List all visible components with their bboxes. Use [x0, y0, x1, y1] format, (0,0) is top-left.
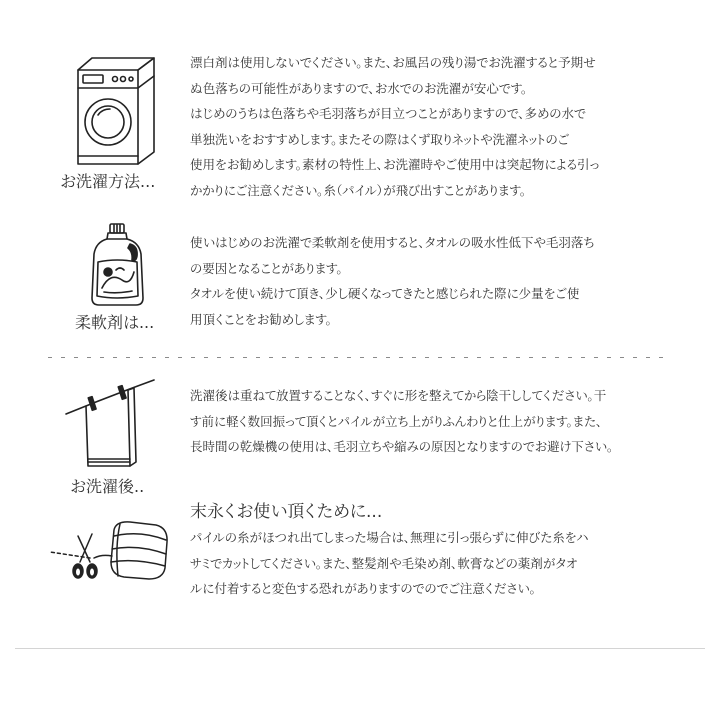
care-text-line: 漂白剤は使用しないでください。また、お風呂の残り湯でお洗濯すると予期せ	[190, 55, 596, 70]
care-text-line: サミでカットしてください。また、整髪剤や毛染め剤、軟膏などの薬剤がタオ	[190, 555, 578, 571]
care-text-line: 使用をお勧めします。素材の特性上、お洗濯時やご使用中は突起物による引っ	[190, 157, 600, 172]
care-text-line: 使いはじめのお洗濯で柔軟剤を使用すると、タオルの吸水性低下や毛羽落ち	[190, 235, 595, 250]
care-text-line: 洗濯後は重ねて放置することなく、すぐに形を整えてから陰干ししてください。干	[190, 388, 607, 403]
care-text-line: パイルの糸がほつれ出てしまった場合は、無理に引っ張らずに伸びた糸をハ	[190, 530, 589, 545]
care-text-line: の要因となることがあります。	[190, 260, 343, 276]
softener-label: 柔軟剤は...	[75, 313, 155, 332]
drying-label: お洗濯後..	[70, 477, 145, 496]
long-use-heading: 末永くお使い頂くために...	[190, 502, 383, 522]
care-text-line: はじめのうちは色落ちや毛羽落ちが目立つことがありますので、多めの水で	[190, 106, 586, 121]
care-text-line: 用頂くことをお勧めします。	[190, 311, 332, 327]
washing-label: お洗濯方法...	[60, 172, 156, 191]
towel-scissors-icon	[48, 516, 170, 584]
washing-text	[190, 50, 599, 203]
dashed-divider	[48, 357, 672, 358]
care-text-line: 長時間の乾燥機の使用は、毛羽立ちや縮みの原因となりますのでお避け下さい。	[190, 439, 614, 454]
long-use-text	[190, 525, 588, 602]
washing-machine-icon	[70, 52, 160, 170]
care-text-line: タオルを使い続けて頂き、少し硬くなってきたと感じられた際に少量をご使	[190, 286, 580, 301]
drying-text	[190, 383, 613, 460]
softener-bottle-icon	[86, 222, 148, 310]
softener-text	[190, 230, 594, 332]
care-text-line: ぬ色落ちの可能性がありますので、お水でのお洗濯が安心です。	[190, 80, 528, 96]
towel-drying-icon	[62, 376, 158, 472]
bottom-rule	[15, 648, 705, 649]
care-text-line: す前に軽く数回振って頂くとパイルが立ち上がりふんわりと仕上がります。また、	[190, 413, 603, 429]
care-text-line: ルに付着すると変色する恐れがありますのでのでご注意ください。	[190, 581, 536, 596]
care-text-line: 単独洗いをおすすめします。またその際はくず取りネットや洗濯ネットのご	[190, 131, 570, 147]
care-text-line: かかりにご注意ください。糸（パイル）が飛び出すことがあります。	[190, 182, 527, 198]
